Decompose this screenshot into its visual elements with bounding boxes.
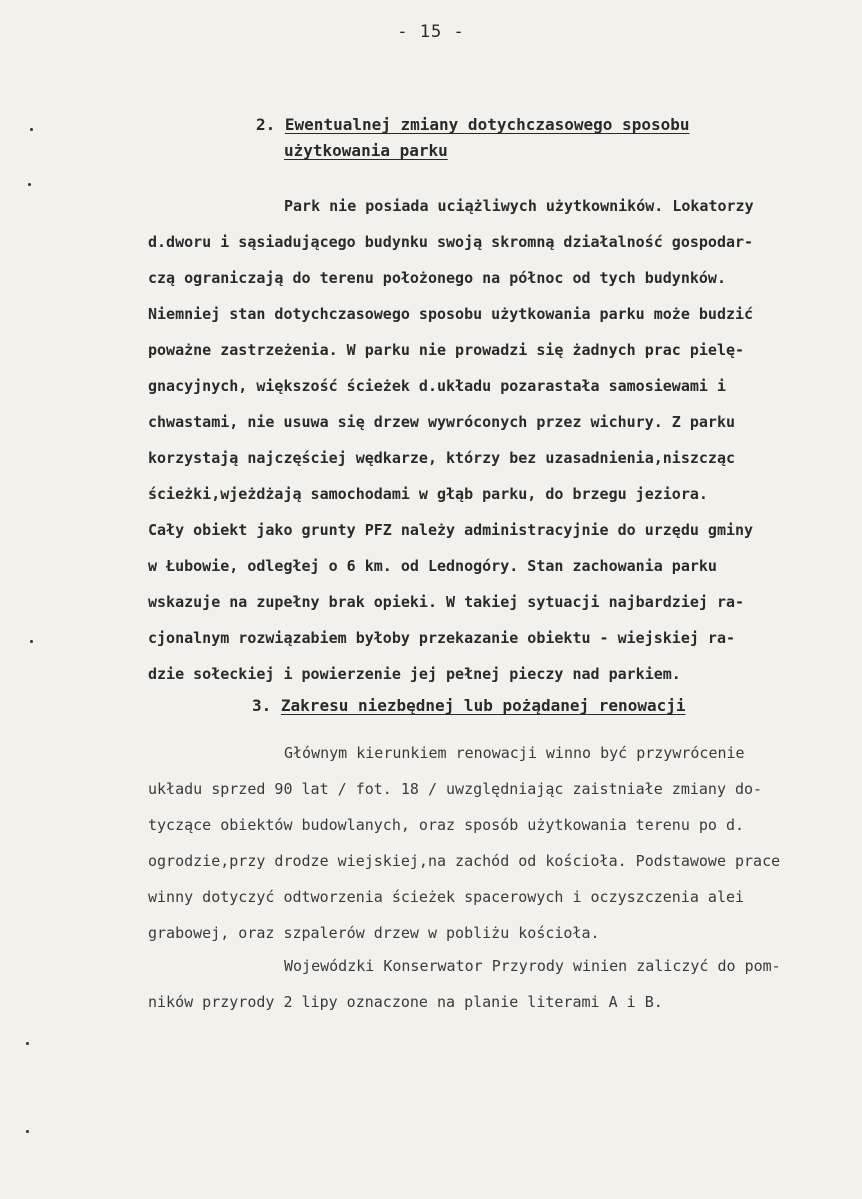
- text-line: cjonalnym rozwiązabiem byłoby przekazanie obiektu - wiejskiej ra-: [148, 629, 735, 647]
- section-3-number: 3.: [252, 696, 272, 715]
- margin-mark: [30, 128, 33, 131]
- text-line: d.dworu i sąsiadującego budynku swoją skromną działalność gospodar-: [148, 233, 754, 251]
- section-3-heading: [252, 693, 685, 719]
- text-line: grabowej, oraz szpalerów drzew w pobliżu kościoła.: [148, 924, 600, 942]
- margin-mark: [26, 1042, 29, 1045]
- text-line: winny dotyczyć odtworzenia ścieżek spacerowych i oczyszczenia alei: [148, 888, 745, 906]
- section-3-paragraph: [148, 735, 848, 951]
- text-line: układu sprzed 90 lat / fot. 18 / uwzględniając zaistniałe zmiany do-: [148, 780, 763, 798]
- section-2-number: 2.: [256, 115, 276, 134]
- section-2-title-line1: Ewentualnej zmiany dotychczasowego sposobu: [284, 115, 690, 134]
- text-line: Cały obiekt jako grunty PFZ należy administracyjnie do urzędu gminy: [148, 521, 754, 539]
- text-line: poważne zastrzeżenia. W parku nie prowadzi się żadnych prac pielę-: [148, 341, 745, 359]
- text-line: ogrodzie,przy drodze wiejskiej,na zachód od kościoła. Podstawowe prace: [148, 852, 781, 870]
- text-line: wskazuje na zupełny brak opieki. W takiej sytuacji najbardziej ra-: [148, 593, 745, 611]
- text-line: Niemniej stan dotychczasowego sposobu użytkowania parku może budzić: [148, 305, 754, 323]
- section-2-paragraph: [148, 188, 848, 692]
- section-2-title-line2: użytkowania parku: [284, 141, 448, 160]
- text-line: dzie sołeckiej i powierzenie jej pełnej pieczy nad parkiem.: [148, 665, 681, 683]
- text-line: korzystają najczęściej wędkarze, którzy bez uzasadnienia,niszcząc: [148, 449, 735, 467]
- text-line: gnacyjnych, większość ścieżek d.układu pozarastała samosiewami i: [148, 377, 726, 395]
- section-2-heading: [256, 112, 689, 164]
- text-line: ścieżki,wjeżdżają samochodami w głąb parku, do brzegu jeziora.: [148, 485, 708, 503]
- margin-mark: [26, 1130, 29, 1133]
- margin-mark: [30, 640, 33, 643]
- text-line: w Łubowie, odległej o 6 km. od Lednogóry. Stan zachowania parku: [148, 557, 717, 575]
- closing-paragraph: [148, 948, 848, 1020]
- text-line: czą ograniczają do terenu położonego na północ od tych budynków.: [148, 269, 726, 287]
- section-3-title: Zakresu niezbędnej lub pożądanej renowacji: [280, 696, 686, 715]
- page-number: - 15 -: [397, 22, 465, 42]
- text-line: ników przyrody 2 lipy oznaczone na planie literami A i B.: [148, 993, 663, 1011]
- margin-mark: [28, 183, 31, 186]
- text-line: Wojewódzki Konserwator Przyrody winien zaliczyć do pom-: [284, 957, 781, 975]
- text-line: Park nie posiada uciążliwych użytkowników. Lokatorzy: [284, 197, 754, 215]
- text-line: tyczące obiektów budowlanych, oraz sposób użytkowania terenu po d.: [148, 816, 745, 834]
- text-line: chwastami, nie usuwa się drzew wywróconych przez wichury. Z parku: [148, 413, 735, 431]
- text-line: Głównym kierunkiem renowacji winno być przywrócenie: [284, 744, 745, 762]
